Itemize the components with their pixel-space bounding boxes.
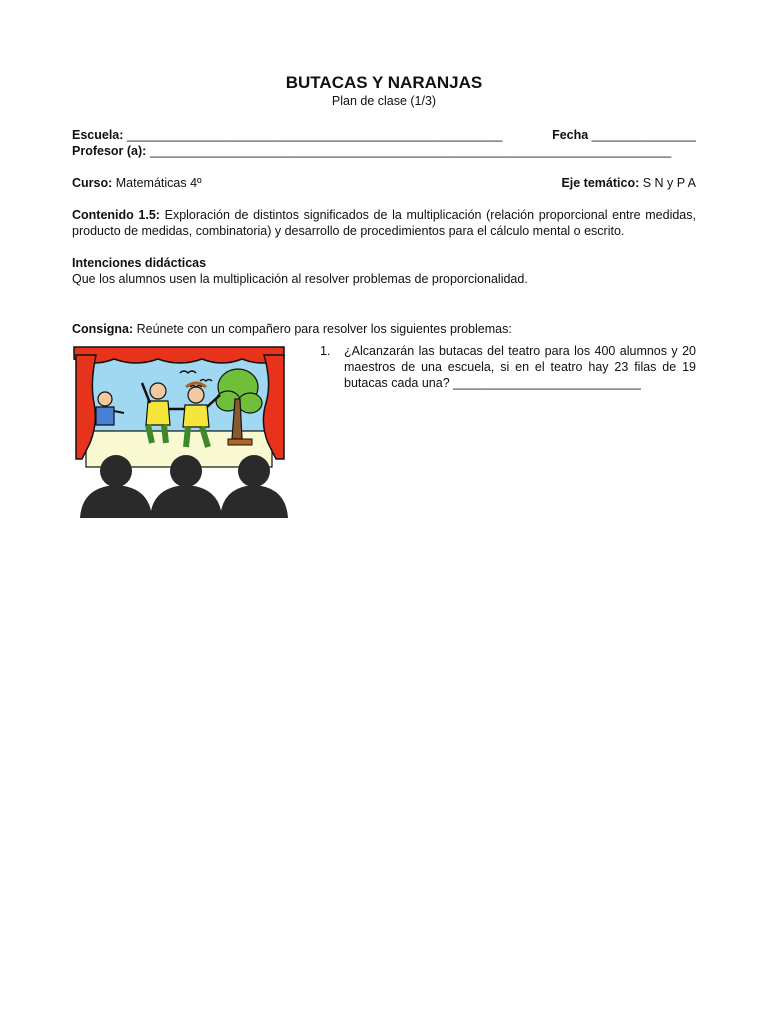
curso-label: Curso:: [72, 176, 113, 190]
contenido-text: Exploración de distintos significados de la multiplicación (relación proporcional entre medidas, producto de medidas, combinatoria) y desarrollo de procedimientos para el cálculo mental o escrito.: [72, 208, 696, 238]
escuela-field: [72, 127, 502, 143]
fecha-field: [552, 127, 696, 143]
problem-area: [72, 343, 696, 523]
document-title: BUTACAS Y NARANJAS: [285, 73, 483, 92]
problem-item: [320, 343, 696, 391]
eje-field: [561, 175, 696, 191]
consigna-label: Consigna:: [72, 322, 134, 336]
escuela-blank: ______________________________________________________: [126, 128, 503, 142]
profesor-label: Profesor (a):: [72, 144, 147, 158]
theater-stage-illustration: [72, 343, 288, 518]
problem-text: ¿Alcanzarán las butacas del teatro para los 400 alumnos y 20 maestros de una escuela, si en el teatro hay 23 filas de 19 butacas cada una? ___________________________: [344, 344, 696, 390]
problem-list: [320, 343, 696, 391]
profesor-blank: ___________________________________________________________________________: [149, 144, 672, 158]
fecha-label: Fecha: [552, 128, 589, 142]
problem-number: 1.: [320, 344, 331, 358]
document-subtitle: Plan de clase (1/3): [331, 94, 437, 108]
fecha-blank: _______________: [591, 128, 696, 142]
consigna-text: Reúnete con un compañero para resolver los siguientes problemas:: [136, 322, 512, 336]
consigna-paragraph: [72, 321, 696, 337]
intenciones-text: Que los alumnos usen la multiplicación al resolver problemas de proporcionalidad.: [72, 272, 528, 286]
eje-value: S N y P A: [642, 176, 696, 190]
profesor-field: [72, 143, 671, 159]
escuela-label: Escuela:: [72, 128, 124, 142]
curso-eje-row: [72, 175, 696, 191]
contenido-label: Contenido 1.5:: [72, 208, 160, 222]
contenido-paragraph: [72, 207, 696, 239]
document-page: [72, 72, 696, 523]
curso-value: Matemáticas 4º: [115, 176, 202, 190]
escuela-fecha-row: [72, 127, 696, 143]
eje-label: Eje temático:: [561, 176, 640, 190]
intenciones-heading: Intenciones didácticas: [72, 256, 207, 270]
profesor-row: [72, 143, 696, 159]
curso-field: [72, 175, 202, 191]
